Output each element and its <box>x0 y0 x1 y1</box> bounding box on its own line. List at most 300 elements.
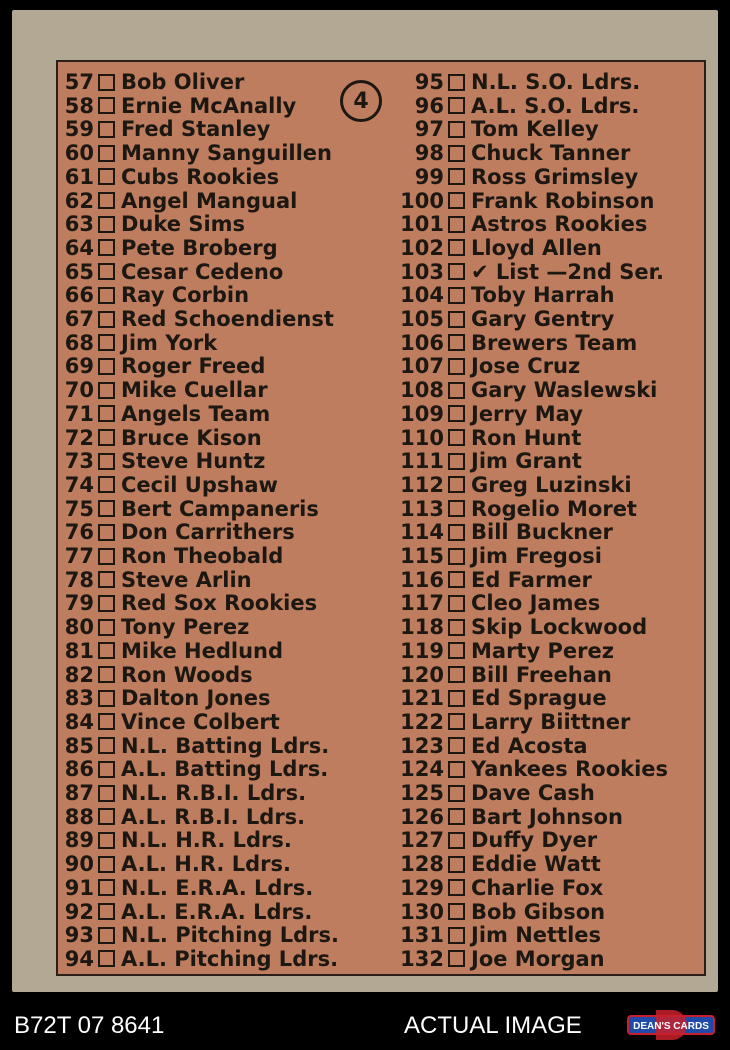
checklist-row <box>398 947 605 971</box>
player-name: Eddie Watt <box>471 852 601 877</box>
card-number: 96 <box>414 93 444 118</box>
card-number: 128 <box>400 852 444 877</box>
card-number: 88 <box>64 804 94 829</box>
checklist-row <box>398 805 623 829</box>
checkbox[interactable] <box>448 405 465 422</box>
player-name: A.L. S.O. Ldrs. <box>471 93 640 118</box>
card-number: 67 <box>64 307 94 331</box>
player-name: Dalton Jones <box>121 686 271 711</box>
checklist-row <box>398 70 640 94</box>
checkbox[interactable] <box>98 713 115 730</box>
card-number: 77 <box>64 544 94 568</box>
checklist-row <box>60 260 283 284</box>
player-name: A.L. Pitching Ldrs. <box>121 946 339 971</box>
checkbox[interactable] <box>98 571 115 588</box>
card-number: 68 <box>64 330 94 355</box>
checklist-row <box>60 117 270 141</box>
player-name: Dave Cash <box>471 781 595 805</box>
card-number: 93 <box>64 923 94 948</box>
checklist-row <box>60 426 262 450</box>
checkbox[interactable] <box>448 785 465 802</box>
checkbox[interactable] <box>98 358 115 375</box>
player-name: Mike Cuellar <box>121 378 268 403</box>
checklist-row <box>60 331 217 355</box>
card-number: 100 <box>400 188 444 213</box>
checklist-row <box>60 544 283 568</box>
checkbox[interactable] <box>448 690 465 707</box>
checklist-row <box>398 568 592 592</box>
card-number: 103 <box>400 259 444 284</box>
player-name: Cubs Rookies <box>121 164 280 189</box>
checkbox[interactable] <box>448 619 465 636</box>
checklist-row <box>60 189 297 213</box>
checklist-row <box>398 923 601 947</box>
checkbox[interactable] <box>98 879 115 896</box>
checklist-row <box>60 615 249 639</box>
card-number: 124 <box>400 757 444 782</box>
checklist-row <box>60 449 265 473</box>
checkbox[interactable] <box>98 548 115 565</box>
checklist-row <box>398 900 605 924</box>
player-name: Jim York <box>121 330 218 355</box>
checkbox[interactable] <box>448 382 465 399</box>
card-number: 78 <box>64 567 94 592</box>
player-name: Jim Grant <box>471 449 582 474</box>
checklist-row <box>60 94 296 118</box>
checkbox[interactable] <box>98 595 115 612</box>
player-name: Charlie Fox <box>471 875 604 900</box>
checklist-row <box>398 852 601 876</box>
checklist-row <box>398 520 613 544</box>
player-name: Ron Woods <box>121 662 253 687</box>
player-name: Gary Gentry <box>471 307 615 331</box>
checklist-row <box>60 568 252 592</box>
player-name: Angel Mangual <box>121 188 298 213</box>
card-number: 82 <box>64 662 94 687</box>
checkbox[interactable] <box>98 500 115 517</box>
checklist-number-badge: 4 <box>340 80 382 122</box>
checkbox[interactable] <box>448 808 465 825</box>
player-name: Brewers Team <box>471 330 638 355</box>
checkbox[interactable] <box>98 666 115 683</box>
checkbox[interactable] <box>448 287 465 304</box>
checklist-row <box>398 544 602 568</box>
checkbox[interactable] <box>98 785 115 802</box>
checklist-row <box>398 497 637 521</box>
checkbox[interactable] <box>448 642 465 659</box>
logo-text: DEAN'S CARDS <box>633 1021 709 1032</box>
card-number: 116 <box>400 567 444 592</box>
checkbox[interactable] <box>448 74 465 91</box>
checkbox[interactable] <box>98 903 115 920</box>
player-name: A.L. H.R. Ldrs. <box>121 852 291 877</box>
actual-image-label: ACTUAL IMAGE <box>404 1012 582 1039</box>
checklist-row <box>60 307 334 331</box>
player-name: Bill Buckner <box>471 520 613 545</box>
card-number: 121 <box>400 686 444 711</box>
checkbox[interactable] <box>448 666 465 683</box>
player-name: Vince Colbert <box>121 709 280 734</box>
checklist-row <box>398 236 602 260</box>
player-name: Bob Oliver <box>121 70 245 94</box>
player-name: Skip Lockwood <box>471 615 648 640</box>
card-number: 89 <box>64 828 94 853</box>
checkbox[interactable] <box>448 97 465 114</box>
checkbox[interactable] <box>98 334 115 351</box>
player-name: Frank Robinson <box>471 188 655 213</box>
card-number: 125 <box>400 781 444 805</box>
card-number: 66 <box>64 283 94 308</box>
card-number: 115 <box>400 544 444 568</box>
card-number: 58 <box>64 93 94 118</box>
checklist-row <box>60 520 295 544</box>
card-number: 73 <box>64 449 94 474</box>
player-name: Jim Fregosi <box>471 544 602 568</box>
player-name: A.L. E.R.A. Ldrs. <box>121 899 313 924</box>
checkbox[interactable] <box>98 74 115 91</box>
player-name: N.L. Pitching Ldrs. <box>121 923 339 948</box>
player-name: Bill Freehan <box>471 662 612 687</box>
checklist-row <box>60 236 278 260</box>
card-number: 113 <box>400 496 444 521</box>
checkbox[interactable] <box>448 879 465 896</box>
player-name: Ross Grimsley <box>471 164 639 189</box>
checkbox[interactable] <box>448 168 465 185</box>
checkbox[interactable] <box>98 950 115 967</box>
player-name: Duffy Dyer <box>471 828 598 853</box>
player-name: Manny Sanguillen <box>121 141 332 166</box>
card-number: 114 <box>400 520 444 545</box>
player-name: Fred Stanley <box>121 117 271 142</box>
card-number: 94 <box>64 946 94 971</box>
checkbox[interactable] <box>98 121 115 138</box>
checkbox[interactable] <box>98 453 115 470</box>
checklist-row <box>398 426 581 450</box>
checklist-row <box>398 165 638 189</box>
checklist-row <box>398 94 639 118</box>
card-number: 69 <box>64 354 94 379</box>
checklist-panel <box>56 60 706 976</box>
checklist-row <box>60 141 332 165</box>
deans-cards-logo <box>626 1008 716 1042</box>
checkbox[interactable] <box>98 642 115 659</box>
checklist-row <box>60 497 319 521</box>
checkbox[interactable] <box>98 619 115 636</box>
checkbox[interactable] <box>448 856 465 873</box>
checkbox[interactable] <box>98 524 115 541</box>
checklist-row <box>398 781 595 805</box>
checkbox[interactable] <box>448 832 465 849</box>
card-number: 131 <box>400 923 444 948</box>
checklist-row <box>60 402 270 426</box>
checkbox[interactable] <box>448 476 465 493</box>
checklist-row <box>60 165 279 189</box>
player-name: Lloyd Allen <box>471 235 602 260</box>
card-number: 75 <box>64 496 94 521</box>
checklist-row <box>398 591 600 615</box>
checkbox[interactable] <box>448 334 465 351</box>
player-name: Angels Team <box>121 401 271 426</box>
player-name: Mike Hedlund <box>121 638 284 663</box>
checklist-row <box>60 947 338 971</box>
card-number: 98 <box>414 141 444 166</box>
checkbox[interactable] <box>448 571 465 588</box>
card-number: 130 <box>400 899 444 924</box>
player-name: ✔ List —2nd Ser. <box>471 259 664 284</box>
card-number: 63 <box>64 212 94 237</box>
checkbox[interactable] <box>448 737 465 754</box>
checklist-card <box>12 10 718 992</box>
checkbox[interactable] <box>98 429 115 446</box>
player-name: Don Carrithers <box>121 520 295 545</box>
checklist-row <box>60 923 339 947</box>
checkbox[interactable] <box>448 121 465 138</box>
card-number: 85 <box>64 733 94 758</box>
checklist-row <box>60 757 328 781</box>
checklist-row <box>398 473 632 497</box>
card-number: 61 <box>64 164 94 189</box>
player-name: Gary Waslewski <box>471 378 658 403</box>
checklist-row <box>60 900 312 924</box>
checklist-row <box>60 639 283 663</box>
player-name: Cesar Cedeno <box>121 259 284 284</box>
checklist-row <box>60 212 245 236</box>
player-name: Astros Rookies <box>471 212 648 237</box>
player-name: Duke Sims <box>121 212 246 237</box>
checkbox[interactable] <box>448 216 465 233</box>
checklist-row <box>398 876 603 900</box>
checklist-row <box>60 710 280 734</box>
player-name: Steve Huntz <box>121 449 266 474</box>
checklist-row <box>60 283 249 307</box>
player-name: Tony Perez <box>121 615 250 640</box>
card-number: 110 <box>400 425 444 450</box>
checkbox[interactable] <box>448 713 465 730</box>
player-name: Red Sox Rookies <box>121 591 318 616</box>
player-name: Cleo James <box>471 591 601 616</box>
checkbox[interactable] <box>448 500 465 517</box>
player-name: Ed Acosta <box>471 733 588 758</box>
checkbox[interactable] <box>98 927 115 944</box>
checklist-row <box>60 828 292 852</box>
card-number: 79 <box>64 591 94 616</box>
checklist-row <box>60 591 317 615</box>
checkbox[interactable] <box>98 192 115 209</box>
checkbox[interactable] <box>448 524 465 541</box>
card-number: 123 <box>400 733 444 758</box>
card-number: 74 <box>64 472 94 497</box>
checklist-row <box>398 615 647 639</box>
player-name: Bruce Kison <box>121 425 262 450</box>
checkbox[interactable] <box>448 548 465 565</box>
card-number: 84 <box>64 709 94 734</box>
checklist-row <box>398 639 614 663</box>
checklist-row <box>398 449 582 473</box>
checklist-row <box>398 212 647 236</box>
checklist-row <box>60 805 305 829</box>
player-name: Roger Freed <box>121 354 266 379</box>
card-number: 91 <box>64 875 94 900</box>
checkbox[interactable] <box>98 239 115 256</box>
checklist-row <box>398 402 583 426</box>
checkbox[interactable] <box>98 856 115 873</box>
checklist-row <box>398 686 607 710</box>
checkbox[interactable] <box>98 263 115 280</box>
checklist-row <box>398 828 597 852</box>
checklist-row <box>398 331 637 355</box>
checkbox[interactable] <box>448 903 465 920</box>
checkbox[interactable] <box>98 761 115 778</box>
player-name: Ernie McAnally <box>121 93 297 118</box>
checklist-row <box>60 852 291 876</box>
checklist-row <box>60 354 265 378</box>
player-name: Bert Campaneris <box>121 496 319 521</box>
checkbox[interactable] <box>98 737 115 754</box>
checklist-row <box>398 260 664 284</box>
card-number: 112 <box>400 472 444 497</box>
card-number: 109 <box>400 401 444 426</box>
card-number: 99 <box>414 164 444 189</box>
checklist-row <box>60 663 253 687</box>
card-number: 65 <box>64 259 94 284</box>
checklist-row <box>60 876 313 900</box>
checkbox[interactable] <box>98 287 115 304</box>
checkbox[interactable] <box>98 97 115 114</box>
card-number: 90 <box>64 852 94 877</box>
player-name: Bob Gibson <box>471 899 606 924</box>
checkbox[interactable] <box>448 145 465 162</box>
player-name: Ray Corbin <box>121 283 250 308</box>
card-number: 64 <box>64 235 94 260</box>
checkbox[interactable] <box>448 429 465 446</box>
checkbox[interactable] <box>98 145 115 162</box>
checklist-row <box>398 734 588 758</box>
card-number: 95 <box>414 70 444 94</box>
checkbox[interactable] <box>98 832 115 849</box>
player-name: A.L. R.B.I. Ldrs. <box>121 804 306 829</box>
checklist-row <box>60 781 306 805</box>
card-number: 59 <box>64 117 94 142</box>
player-name: Ron Hunt <box>471 425 582 450</box>
card-number: 83 <box>64 686 94 711</box>
card-number: 118 <box>400 615 444 640</box>
checkbox[interactable] <box>448 263 465 280</box>
checklist-row <box>60 70 244 94</box>
card-number: 72 <box>64 425 94 450</box>
card-number: 92 <box>64 899 94 924</box>
checklist-row <box>398 141 630 165</box>
player-name: Marty Perez <box>471 638 614 663</box>
player-name: Chuck Tanner <box>471 141 631 166</box>
checkbox[interactable] <box>98 382 115 399</box>
player-name: Yankees Rookies <box>471 757 669 782</box>
checklist-row <box>60 378 268 402</box>
checkbox[interactable] <box>98 405 115 422</box>
checkbox[interactable] <box>448 192 465 209</box>
player-name: Steve Arlin <box>121 567 252 592</box>
checkbox[interactable] <box>448 761 465 778</box>
checkbox[interactable] <box>448 453 465 470</box>
checklist-row <box>398 117 599 141</box>
checklist-row <box>398 189 654 213</box>
card-number: 127 <box>400 828 444 853</box>
card-number: 81 <box>64 638 94 663</box>
player-name: Ed Farmer <box>471 567 592 592</box>
player-name: Joe Morgan <box>471 946 605 971</box>
player-name: N.L. Batting Ldrs. <box>121 733 330 758</box>
checklist-row <box>398 710 630 734</box>
card-number: 97 <box>414 117 444 142</box>
checkbox[interactable] <box>448 311 465 328</box>
checklist-row <box>398 354 580 378</box>
checkbox[interactable] <box>448 950 465 967</box>
player-name: N.L. R.B.I. Ldrs. <box>121 781 307 805</box>
checkbox[interactable] <box>98 476 115 493</box>
player-name: N.L. H.R. Ldrs. <box>121 828 292 853</box>
card-number: 122 <box>400 709 444 734</box>
checklist-row <box>60 473 278 497</box>
player-name: Ron Theobald <box>121 544 284 568</box>
player-name: Larry Biittner <box>471 709 631 734</box>
card-number: 71 <box>64 401 94 426</box>
checklist-row <box>398 283 615 307</box>
card-number: 57 <box>64 70 94 94</box>
checkbox[interactable] <box>448 595 465 612</box>
checklist-row <box>398 378 657 402</box>
card-number: 117 <box>400 591 444 616</box>
checkbox[interactable] <box>448 239 465 256</box>
player-name: Toby Harrah <box>471 283 615 308</box>
card-number: 101 <box>400 212 444 237</box>
player-name: A.L. Batting Ldrs. <box>121 757 329 782</box>
checklist-row <box>398 307 614 331</box>
checklist-row <box>60 686 270 710</box>
player-name: Ed Sprague <box>471 686 607 711</box>
card-number: 86 <box>64 757 94 782</box>
player-name: Bart Johnson <box>471 804 623 829</box>
card-number: 129 <box>400 875 444 900</box>
card-number: 126 <box>400 804 444 829</box>
checklist-row <box>60 734 329 758</box>
card-number: 76 <box>64 520 94 545</box>
card-number: 80 <box>64 615 94 640</box>
checkbox[interactable] <box>98 311 115 328</box>
card-number: 87 <box>64 781 94 805</box>
player-name: Jim Nettles <box>471 923 602 948</box>
card-number: 132 <box>400 946 444 971</box>
card-number: 119 <box>400 638 444 663</box>
checkbox[interactable] <box>448 358 465 375</box>
checkbox[interactable] <box>98 690 115 707</box>
card-number: 120 <box>400 662 444 687</box>
player-name: Red Schoendienst <box>121 307 334 331</box>
checkbox[interactable] <box>98 808 115 825</box>
player-name: Jose Cruz <box>471 354 581 379</box>
card-number: 70 <box>64 378 94 403</box>
player-name: N.L. S.O. Ldrs. <box>471 70 641 94</box>
player-name: N.L. E.R.A. Ldrs. <box>121 875 314 900</box>
checkbox[interactable] <box>448 927 465 944</box>
card-number: 104 <box>400 283 444 308</box>
card-number: 111 <box>400 449 444 474</box>
checkbox[interactable] <box>98 216 115 233</box>
checklist-row <box>398 663 612 687</box>
card-number: 62 <box>64 188 94 213</box>
checkbox[interactable] <box>98 168 115 185</box>
player-name: Pete Broberg <box>121 235 278 260</box>
card-number: 60 <box>64 141 94 166</box>
inventory-code: B72T 07 8641 <box>14 1012 165 1039</box>
